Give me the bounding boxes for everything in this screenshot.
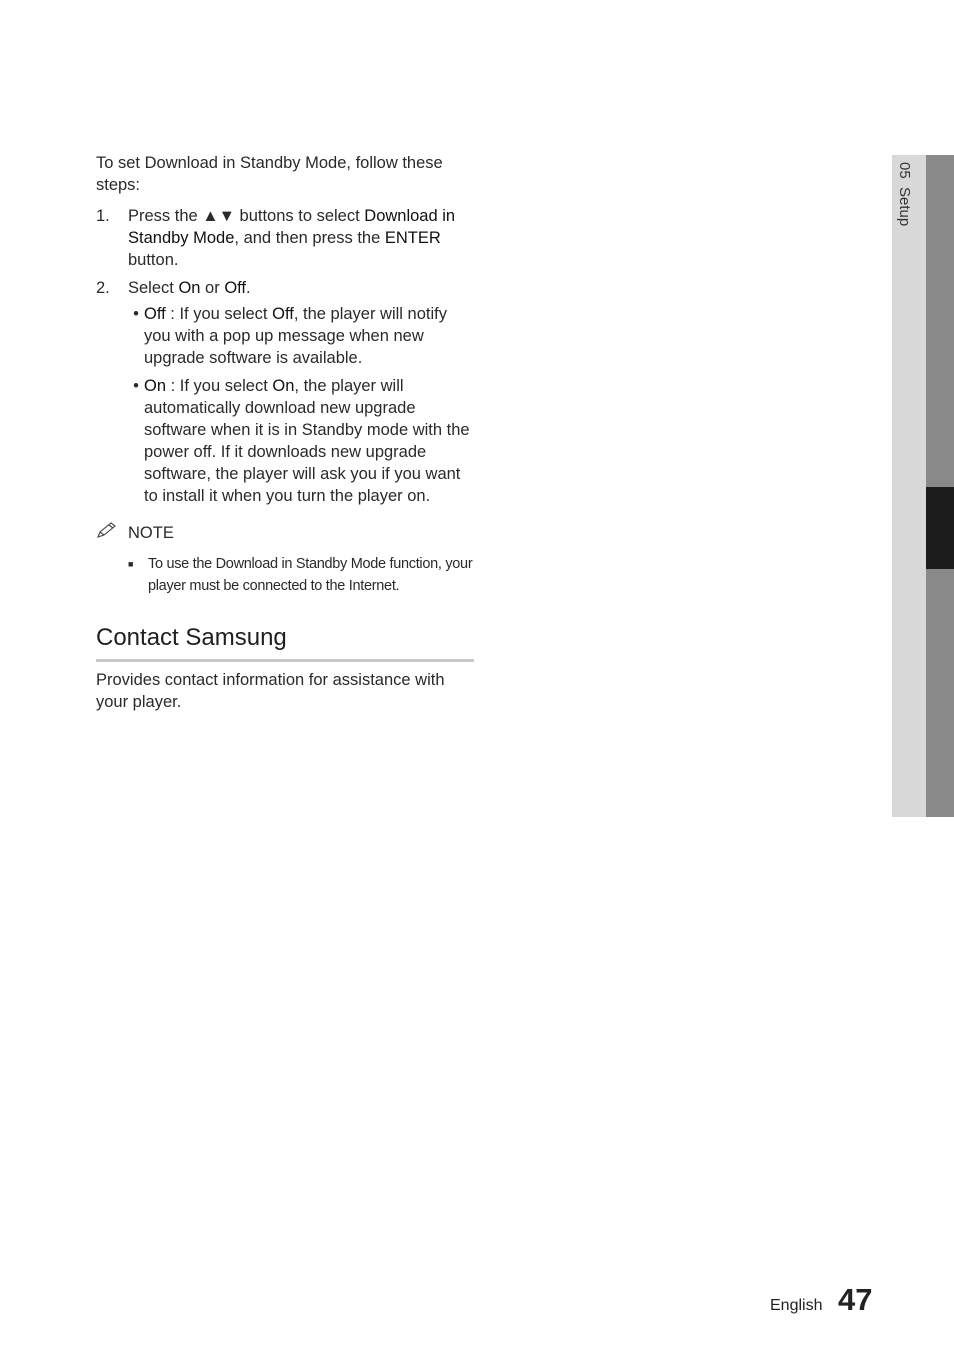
emphasis: On <box>144 377 167 395</box>
emphasis: Off <box>272 305 294 323</box>
chapter-tab-bar <box>926 155 954 817</box>
intro-text: To set Download in Standby Mode, follow these steps: <box>96 154 443 194</box>
note-header <box>96 521 474 545</box>
bullet-on <box>128 375 474 507</box>
chapter-tab-marker <box>926 487 954 569</box>
section-title: Contact Samsung <box>96 624 287 651</box>
bullet-text <box>144 303 474 369</box>
text: , and then press the <box>234 229 385 247</box>
main-column <box>96 152 474 730</box>
section-description: Provides contact information for assistance with your player. <box>96 671 445 711</box>
emphasis: Download in Standby Mode <box>128 207 456 247</box>
step-text <box>128 205 474 271</box>
text: , the player will automatically download new upgrade software when it is in Standby mode with the power off. If it downloads new upgrade software, the player will ask you if you want to install it when you turn the player on. <box>144 377 470 505</box>
bullet-text <box>144 375 474 507</box>
bullet-dot-icon: • <box>133 305 139 323</box>
emphasis: On <box>272 377 295 395</box>
chapter-tab-label: 05 Setup <box>896 162 913 227</box>
emphasis: On <box>178 279 201 297</box>
text: Select <box>128 279 179 297</box>
bullet-dot-icon: • <box>133 377 139 395</box>
emphasis: Off <box>144 305 166 323</box>
text: : If you select <box>165 305 273 323</box>
chapter-tab-background <box>892 155 926 817</box>
square-bullet-icon: ■ <box>128 559 134 569</box>
text: Press the ▲▼ buttons to select <box>128 207 365 225</box>
page-number: 47 <box>838 1282 873 1317</box>
step-1 <box>96 205 474 271</box>
note-item <box>96 553 474 597</box>
text: : If you select <box>166 377 273 395</box>
bullet-off <box>128 303 474 369</box>
step-number: 2. <box>96 279 110 297</box>
step-number: 1. <box>96 207 110 225</box>
pencil-icon <box>96 521 128 545</box>
section-divider <box>96 659 474 662</box>
text: or <box>200 279 225 297</box>
emphasis: Off <box>224 279 247 297</box>
note-label: NOTE <box>128 524 174 542</box>
text: , the player will notify you with a pop up message when new upgrade software is available. <box>144 305 447 367</box>
text: button. <box>128 251 179 269</box>
footer-language: English <box>770 1297 823 1314</box>
note-text: To use the Download in Standby Mode function, your player must be connected to the Internet. <box>148 556 473 594</box>
emphasis: ENTER <box>384 229 441 247</box>
step-2 <box>96 277 474 513</box>
step-text <box>128 277 474 513</box>
text: . <box>246 279 251 297</box>
